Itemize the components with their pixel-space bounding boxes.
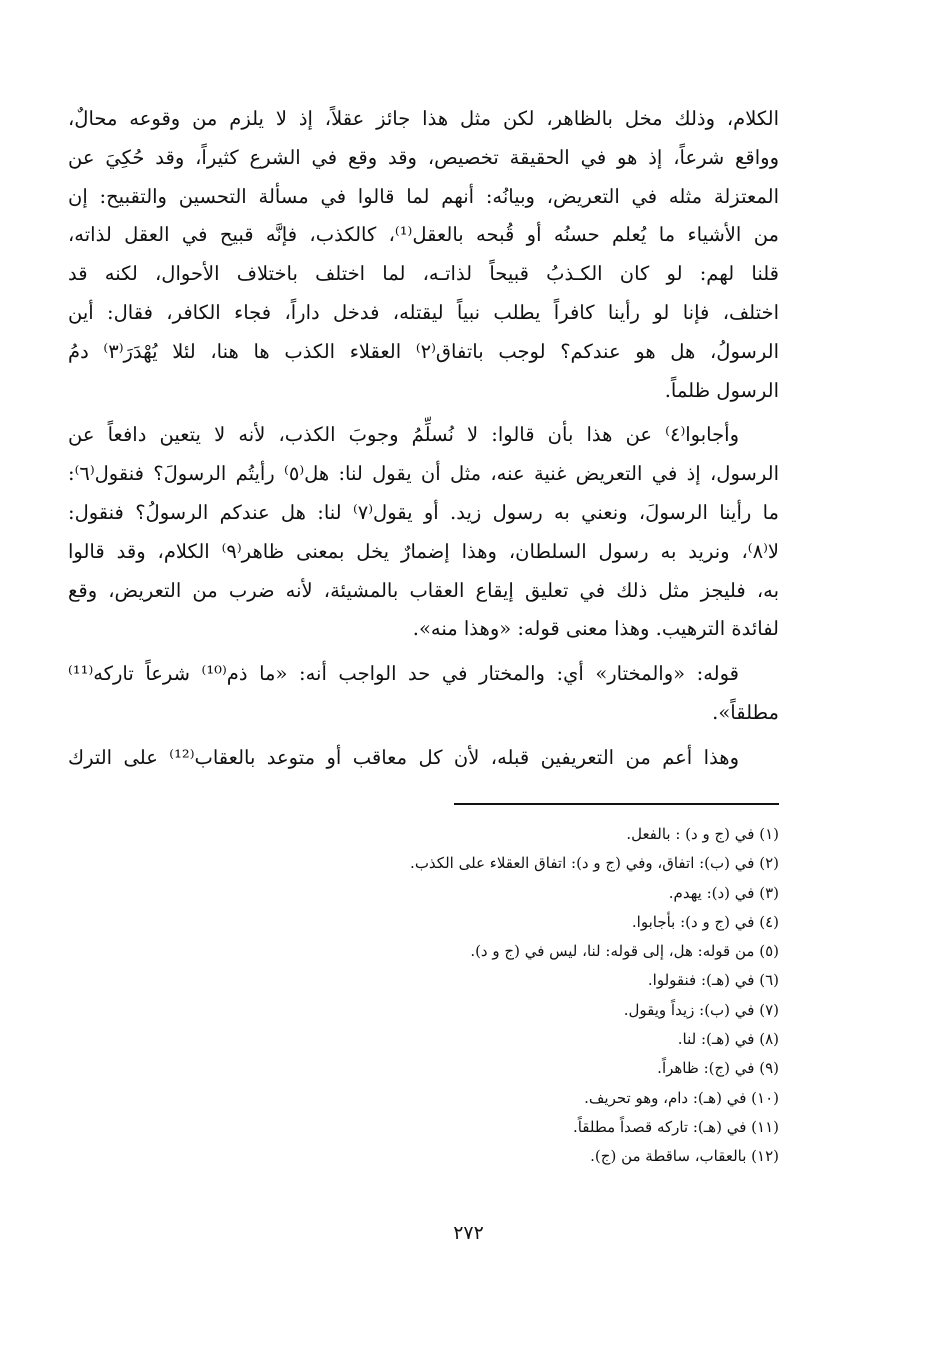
text-line: من الأشياء ما يُعلم حسنُه أو قُبحه بالعقل⁽¹⁾، كالكذب، فإنَّه قبيح في العقل لذاته، xyxy=(68,223,779,247)
page-number: ٢٧٢ xyxy=(453,1222,484,1244)
text-line: وواقع شرعاً، إذ هو في الحقيقة تخصيص، وقد وقع في الشرع كثيراً، وقد حُكِيَ عن xyxy=(68,145,779,169)
text-line: قلنا لهم: لو كان الكـذبُ قبيحاً لذاتـه، لما اختلف باختلاف الأحوال، لكنه قد xyxy=(68,262,779,286)
footnote: (٤) في (ج و د): بأجابوا. xyxy=(631,912,779,931)
text-line: الرسول، إذ في التعريض غنية عنه، مثل أن يقول لنا: هل⁽٥⁾ رأيتُم الرسولَ؟ فنقول⁽٦⁾: xyxy=(68,462,779,486)
footnote: (١٢) بالعقاب، ساقطة من (ج). xyxy=(590,1147,779,1166)
text-line: لفائدة الترهيب. وهذا معنى قوله: «وهذا منه». xyxy=(412,617,779,641)
footnote: (٣) في (د): يهدم. xyxy=(668,883,779,902)
footnote: (١) في (ج و د) : بالفعل. xyxy=(626,825,779,843)
main-text xyxy=(68,100,779,778)
footnote: (١٠) في (هـ): دام، وهو تحريف. xyxy=(584,1088,779,1107)
footnote: (٥) من قوله: هل، إلى قوله: لنا، ليس في (ج و د). xyxy=(470,942,779,961)
text-line: وأجابوا⁽٤⁾ عن هذا بأن قالوا: لا نُسلِّمُ وجوبَ الكذب، لأنه لا يتعين دافعاً عن xyxy=(68,423,739,447)
text-line: وهذا أعم من التعريفين قبله، لأن كل معاقب أو متوعد بالعقاب⁽¹²⁾ على الترك xyxy=(68,745,739,769)
text-line: اختلف، فإنا لو رأينا كافراً يطلب نبياً ليقتله، فدخل داراً، فجاء الكافر، فقال: أين xyxy=(68,300,779,324)
footnote: (٩) في (ج): ظاهراً. xyxy=(657,1059,779,1078)
text-line: الكلام، وذلك مخل بالظاهر، لكن مثل هذا جائز عقلاً، إذ لا يلزم من وقوعه محالٌ، xyxy=(68,107,779,130)
text-line: قوله: «والمختار» أي: والمختار في حد الواجب أنه: «ما ذم⁽¹⁰⁾ شرعاً تاركه⁽¹¹⁾ xyxy=(68,662,739,686)
text-line: به، فليجز مثل ذلك في تعليق إيقاع العقاب بالمشيئة، لأنه ضرب من التعريض، وقع xyxy=(68,578,779,602)
footnote: (٢) في (ب): اتفاق، وفي (ج و د): اتفاق العقلاء على الكذب. xyxy=(410,854,779,873)
footnotes xyxy=(219,820,779,1172)
text-line: المعتزلة مثله في التعريض، وبيانُه: أنهم لما قالوا في مسألة التحسين والتقبيح: إن xyxy=(68,184,779,208)
footnote: (٧) في (ب): زيداً ويقول. xyxy=(623,1000,779,1019)
text-line: الرسول ظلماً. xyxy=(664,378,779,402)
text-line: ما رأينا الرسولَ، ونعني به رسول زيد. أو يقول⁽٧⁾ لنا: هل عندكم الرسولُ؟ فنقول: xyxy=(68,500,779,524)
footnote-separator xyxy=(454,803,779,805)
footnote: (٦) في (هـ): فنقولوا. xyxy=(647,971,779,990)
text-line: مطلقاً». xyxy=(712,700,779,724)
footnote: (٨) في (هـ): لنا. xyxy=(677,1030,779,1049)
text-line: الرسولُ، هل هو عندكم؟ لوجب باتفاق⁽٢⁾ العقلاء الكذب ها هنا، لئلا يُهْدَرَ⁽٣⁾ دمُ xyxy=(68,339,779,363)
text-line: لا⁽٨⁾، ونريد به رسول السلطان، وهذا إضمارٌ يخل بمعنى ظاهر⁽٩⁾ الكلام، وقد قالوا xyxy=(68,539,779,563)
footnote: (١١) في (هـ): تاركه قصداً مطلقاً. xyxy=(572,1117,779,1136)
